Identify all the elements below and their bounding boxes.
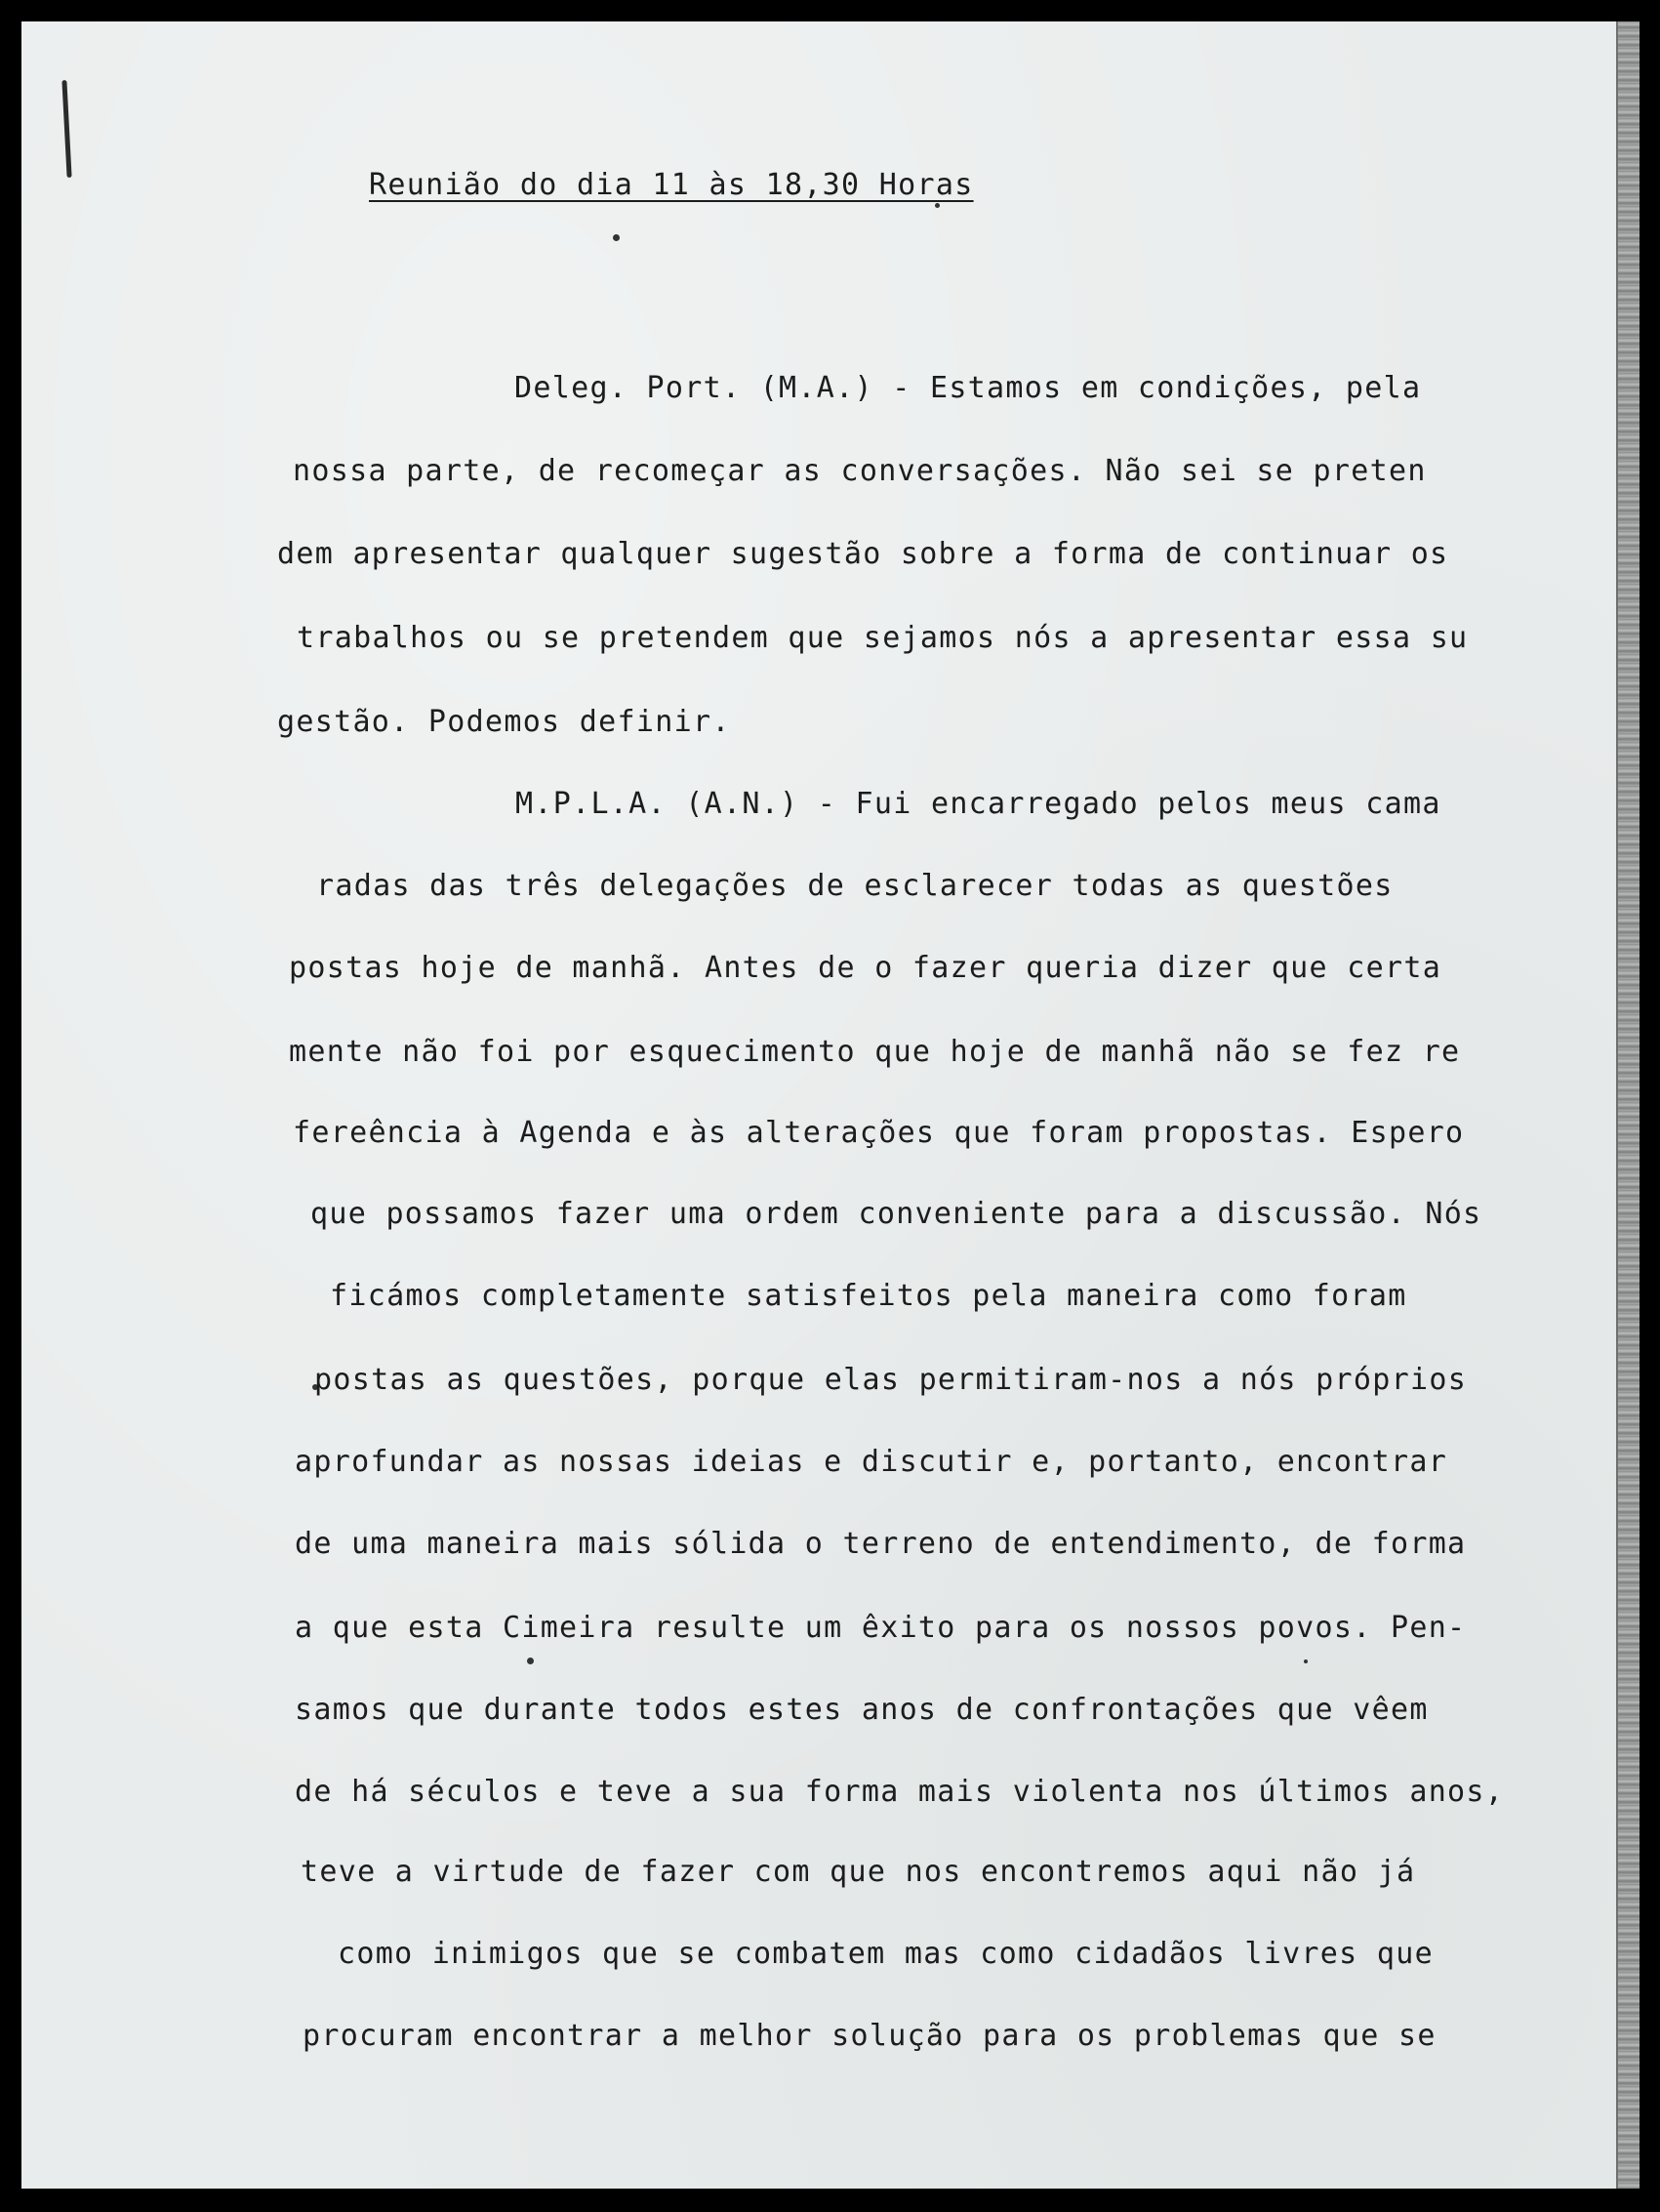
text-line: ficámos completamente satisfeitos pela maneira como foram bbox=[330, 1279, 1407, 1313]
text-line: Deleg. Port. (M.A.) - Estamos em condições, pela bbox=[514, 371, 1422, 405]
text-line: fereência à Agenda e às alterações que foram propostas. Espero bbox=[293, 1116, 1465, 1150]
text-line: procuram encontrar a melhor solução para os problemas que se bbox=[303, 2019, 1437, 2053]
text-line: a que esta Cimeira resulte um êxito para os nossos povos. Pen- bbox=[295, 1611, 1467, 1645]
text-line: dem apresentar qualquer sugestão sobre a forma de continuar os bbox=[277, 537, 1449, 571]
text-line: nossa parte, de recomeçar as conversações. Não sei se preten bbox=[293, 454, 1427, 488]
text-line: aprofundar as nossas ideias e discutir e, portanto, encontrar bbox=[295, 1445, 1448, 1479]
text-line: samos que durante todos estes anos de confrontações que vêem bbox=[295, 1693, 1429, 1727]
text-line: M.P.L.A. (A.N.) - Fui encarregado pelos meus cama bbox=[515, 787, 1441, 821]
text-line: postas as questões, porque elas permitiram-nos a nós próprios bbox=[314, 1363, 1468, 1397]
text-line: que possamos fazer uma ordem conveniente para a discussão. Nós bbox=[310, 1197, 1482, 1231]
text-line: postas hoje de manhã. Antes de o fazer queria dizer que certa bbox=[289, 951, 1442, 985]
text-line: teve a virtude de fazer com que nos encontremos aqui não já bbox=[301, 1855, 1416, 1889]
text-line: de há séculos e teve a sua forma mais violenta nos últimos anos, bbox=[295, 1775, 1505, 1809]
text-line: mente não foi por esquecimento que hoje de manhã não se fez re bbox=[289, 1035, 1461, 1069]
text-line: de uma maneira mais sólida o terreno de entendimento, de forma bbox=[295, 1527, 1467, 1561]
text-line: gestão. Podemos definir. bbox=[277, 705, 731, 739]
document-title: Reunião do dia 11 às 18,30 Horas bbox=[369, 168, 974, 202]
text-line: trabalhos ou se pretendem que sejamos nós a apresentar essa su bbox=[297, 621, 1469, 655]
text-line: radas das três delegações de esclarecer todas as questões bbox=[316, 869, 1394, 903]
text-line: como inimigos que se combatem mas como cidadãos livres que bbox=[338, 1937, 1434, 1971]
